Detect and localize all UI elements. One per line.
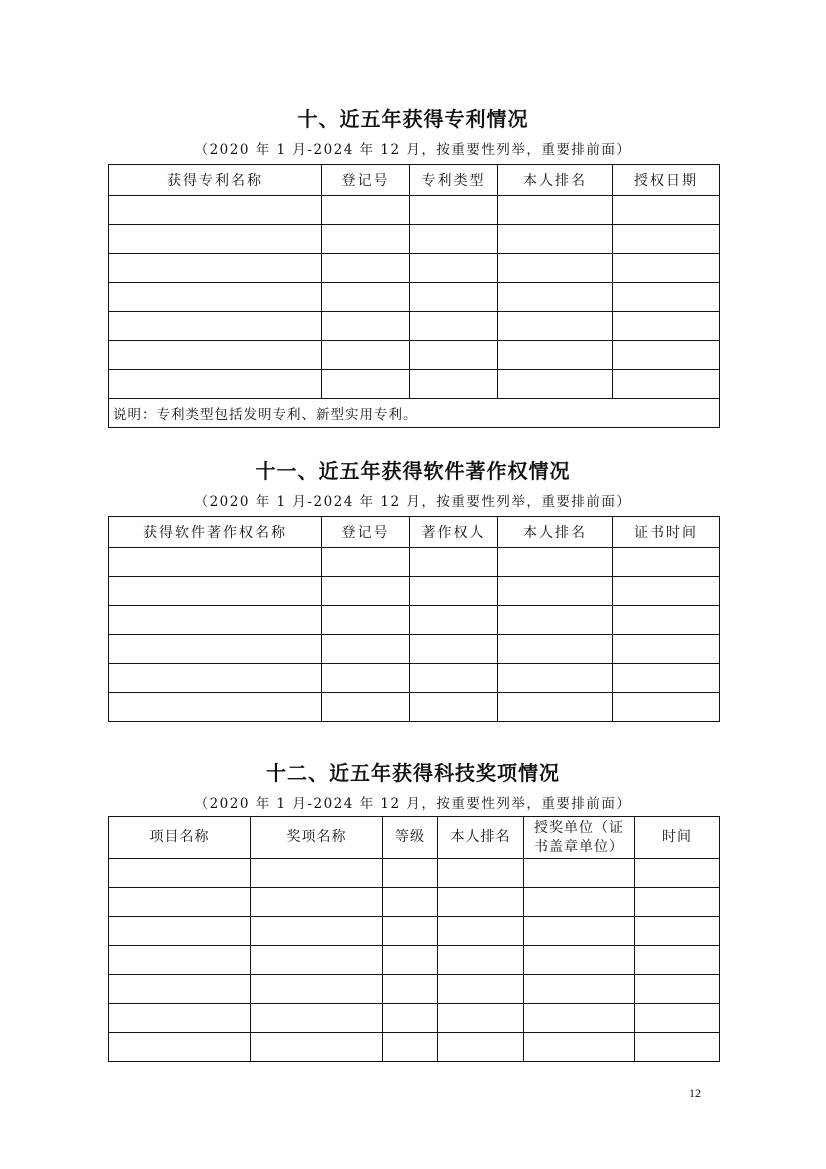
table-cell[interactable] [498,254,613,283]
table-header-row [109,517,720,548]
table-cell[interactable] [438,1033,524,1062]
col-header: 本人排名 [498,165,613,196]
table-cell[interactable] [251,888,383,917]
table-row [109,225,720,254]
table-cell[interactable] [322,283,410,312]
table-cell[interactable] [383,1004,438,1033]
table-cell[interactable] [109,1004,251,1033]
table-cell[interactable] [109,283,322,312]
table-cell[interactable] [109,664,322,693]
table-cell[interactable] [524,946,635,975]
table-cell[interactable] [635,1033,720,1062]
table-cell[interactable] [109,196,322,225]
table-cell[interactable] [524,917,635,946]
col-header: 登记号 [322,517,410,548]
table-cell[interactable] [613,225,720,254]
table-cell[interactable] [613,254,720,283]
patents-table [108,164,720,428]
table-cell[interactable] [524,1033,635,1062]
table-row [109,693,720,722]
table-row [109,606,720,635]
table-cell[interactable] [109,946,251,975]
table-cell[interactable] [322,225,410,254]
table-body [109,196,720,428]
table-row [109,1004,720,1033]
table-cell[interactable] [251,1004,383,1033]
table-cell[interactable] [383,888,438,917]
table-cell[interactable] [613,693,720,722]
section-patents [0,103,826,158]
table-cell[interactable] [613,664,720,693]
table-cell[interactable] [109,975,251,1004]
table-cell[interactable] [322,548,410,577]
table-cell[interactable] [322,254,410,283]
table-cell[interactable] [524,975,635,1004]
col-header: 时间 [635,817,720,859]
table-row [109,888,720,917]
software-copyrights-table [108,516,720,722]
table-cell[interactable] [109,635,322,664]
table-cell[interactable] [109,370,322,399]
table-row [109,859,720,888]
table-cell[interactable] [438,975,524,1004]
table-cell[interactable] [109,225,322,254]
table-cell[interactable] [498,606,613,635]
page-number: 12 [689,1086,701,1100]
col-header: 授奖单位（证书盖章单位） [524,817,635,859]
table-row [109,283,720,312]
note-row [109,399,720,428]
table-cell[interactable] [109,577,322,606]
table-cell[interactable] [438,1004,524,1033]
section-subtitle: （2020 年 1 月-2024 年 12 月，按重要性列举，重要排前面） [194,494,632,510]
table-cell[interactable] [322,664,410,693]
table-cell[interactable] [109,859,251,888]
table-cell[interactable] [109,606,322,635]
table-cell[interactable] [498,196,613,225]
table-cell[interactable] [438,946,524,975]
table-cell[interactable] [498,283,613,312]
col-header: 奖项名称 [251,817,383,859]
table-header-row [109,165,720,196]
table-cell[interactable] [635,859,720,888]
table-cell[interactable] [322,341,410,370]
table-cell[interactable] [109,548,322,577]
table-row [109,196,720,225]
table-cell[interactable] [613,341,720,370]
table-header-row [109,817,720,859]
table-cell[interactable] [410,370,498,399]
table-cell[interactable] [251,917,383,946]
table-cell[interactable] [613,635,720,664]
table-row [109,635,720,664]
table-cell[interactable] [498,548,613,577]
table-cell[interactable] [410,312,498,341]
table-cell[interactable] [613,283,720,312]
col-header: 登记号 [322,165,410,196]
col-header: 授权日期 [613,165,720,196]
table-row [109,946,720,975]
table-cell[interactable] [322,693,410,722]
table-cell[interactable] [524,859,635,888]
table-cell[interactable] [613,370,720,399]
table-cell[interactable] [438,917,524,946]
table-cell[interactable] [109,254,322,283]
table-cell[interactable] [498,370,613,399]
table-body [109,859,720,1062]
section-software-copyrights [0,455,826,510]
table-cell[interactable] [498,664,613,693]
table-cell[interactable] [438,859,524,888]
section-subtitle: （2020 年 1 月-2024 年 12 月，按重要性列举，重要排前面） [194,796,632,812]
table-cell[interactable] [613,577,720,606]
table-cell[interactable] [410,254,498,283]
table-body [109,548,720,722]
table-cell[interactable] [322,577,410,606]
table-cell[interactable] [251,859,383,888]
col-header: 证书时间 [613,517,720,548]
table-cell[interactable] [322,196,410,225]
table-cell[interactable] [635,946,720,975]
col-header: 专利类型 [410,165,498,196]
table-row [109,341,720,370]
col-header: 获得软件著作权名称 [109,517,322,548]
table-cell[interactable] [109,693,322,722]
table-cell[interactable] [438,888,524,917]
table-cell[interactable] [383,917,438,946]
col-header: 本人排名 [438,817,524,859]
col-header: 等级 [383,817,438,859]
section-title: 十一、近五年获得软件著作权情况 [255,459,571,483]
table-cell[interactable] [109,312,322,341]
table-cell[interactable] [498,693,613,722]
table-cell[interactable] [498,577,613,606]
table-cell[interactable] [410,577,498,606]
table-row [109,254,720,283]
table-row [109,312,720,341]
table-cell[interactable] [109,917,251,946]
table-cell[interactable] [410,548,498,577]
table-cell[interactable] [613,196,720,225]
table-cell[interactable] [524,888,635,917]
table-cell[interactable] [251,1033,383,1062]
col-header: 获得专利名称 [109,165,322,196]
table-row [109,975,720,1004]
table-row [109,917,720,946]
table-cell[interactable] [498,225,613,254]
col-header: 著作权人 [410,517,498,548]
table-cell[interactable] [635,917,720,946]
table-cell[interactable] [383,975,438,1004]
table-cell[interactable] [498,635,613,664]
table-cell[interactable] [410,664,498,693]
table-cell[interactable] [383,1033,438,1062]
section-subtitle: （2020 年 1 月-2024 年 12 月，按重要性列举，重要排前面） [194,142,632,158]
col-header: 项目名称 [109,817,251,859]
table-cell[interactable] [498,312,613,341]
table-cell[interactable] [410,606,498,635]
table-cell[interactable] [322,635,410,664]
table-cell[interactable] [410,196,498,225]
table-row [109,664,720,693]
table-cell[interactable] [635,975,720,1004]
table-cell[interactable] [635,1004,720,1033]
table-cell[interactable] [410,693,498,722]
table-cell[interactable] [410,283,498,312]
table-cell[interactable] [109,341,322,370]
section-tech-awards [0,757,826,812]
table-cell[interactable] [109,888,251,917]
table-row [109,548,720,577]
table-cell[interactable] [498,341,613,370]
section-title: 十二、近五年获得科技奖项情况 [266,761,560,785]
table-cell[interactable] [613,606,720,635]
table-cell[interactable] [635,888,720,917]
table-cell[interactable] [383,946,438,975]
table-row [109,370,720,399]
table-cell[interactable] [109,1033,251,1062]
section-title: 十、近五年获得专利情况 [297,107,529,131]
table-cell[interactable] [322,370,410,399]
table-cell[interactable] [410,225,498,254]
table-cell[interactable] [524,1004,635,1033]
col-header: 本人排名 [498,517,613,548]
table-cell[interactable] [322,312,410,341]
table-cell[interactable] [251,975,383,1004]
table-cell[interactable] [410,635,498,664]
table-cell[interactable] [383,859,438,888]
table-cell[interactable] [251,946,383,975]
table-cell[interactable] [322,606,410,635]
table-row [109,577,720,606]
table-cell[interactable] [613,548,720,577]
tech-awards-table [108,816,720,1062]
table-cell[interactable] [613,312,720,341]
table-cell[interactable] [410,341,498,370]
table-row [109,1033,720,1062]
table-note: 说明：专利类型包括发明专利、新型实用专利。 [109,399,720,428]
